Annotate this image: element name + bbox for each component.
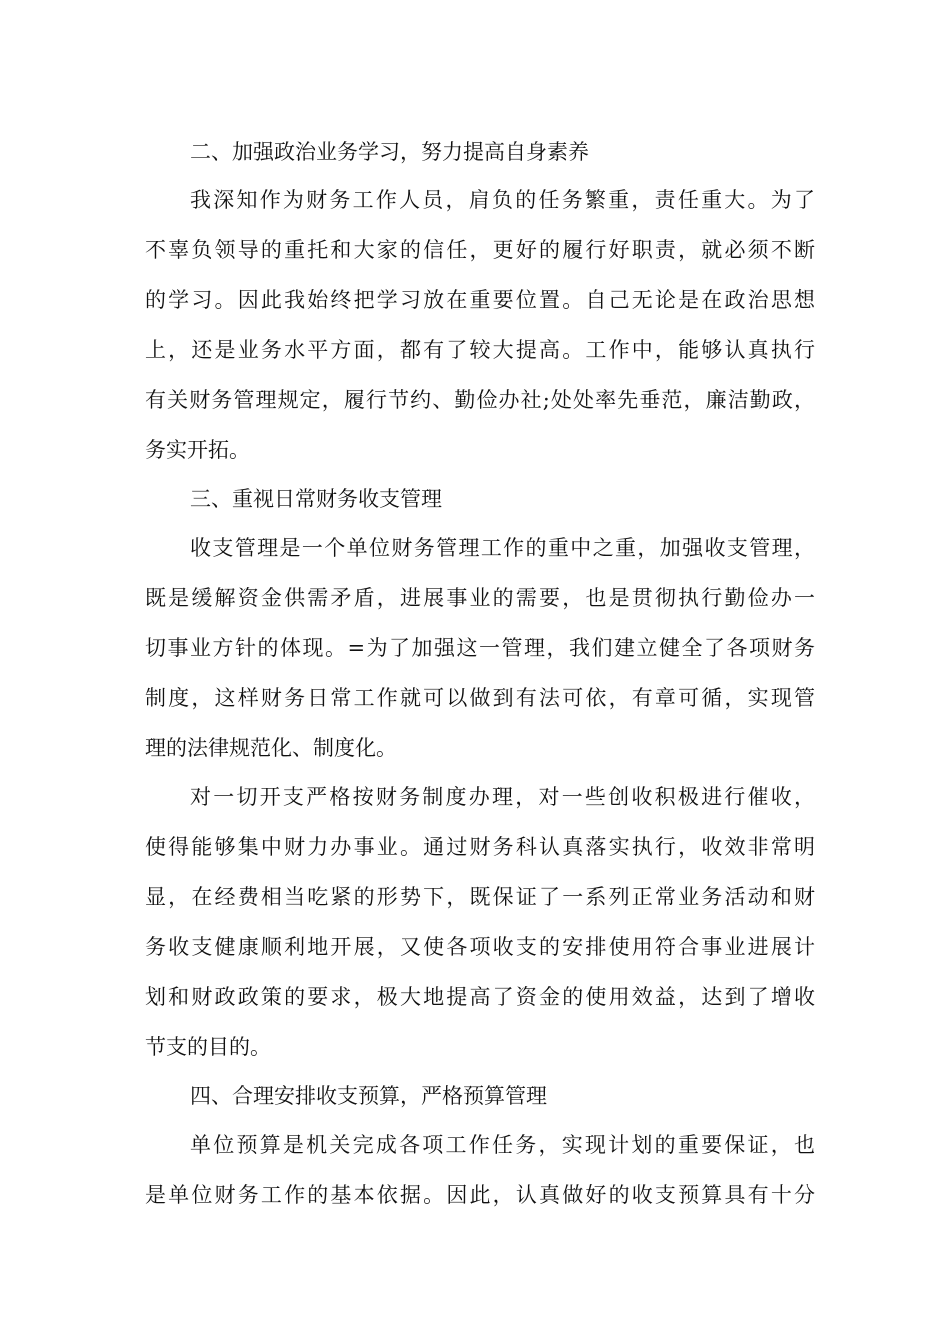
paragraph-line: 务实开拓。: [145, 438, 250, 462]
paragraph-line: 上，还是业务水平方面，都有了较大提高。工作中，能够认真执行: [145, 338, 815, 362]
paragraph-line: 是单位财务工作的基本依据。因此，认真做好的收支预算具有十分: [145, 1183, 815, 1207]
section-heading: 二、加强政治业务学习，努力提高自身素养: [190, 140, 589, 164]
paragraph-line: 的学习。因此我始终把学习放在重要位置。自己无论是在政治思想: [145, 288, 815, 312]
paragraph-line: 不辜负领导的重托和大家的信任，更好的履行好职责，就必须不断: [145, 238, 815, 262]
paragraph-line: 划和财政政策的要求，极大地提高了资金的使用效益，达到了增收: [145, 985, 815, 1009]
paragraph-line: 收支管理是一个单位财务管理工作的重中之重，加强收支管理，: [190, 536, 815, 560]
paragraph-line: 单位预算是机关完成各项工作任务，实现计划的重要保证，也: [190, 1133, 815, 1157]
paragraph-line: 我深知作为财务工作人员，肩负的任务繁重，责任重大。为了: [190, 188, 815, 212]
paragraph-line: 使得能够集中财力办事业。通过财务科认真落实执行，收效非常明: [145, 835, 815, 859]
paragraph-line: 理的法律规范化、制度化。: [145, 736, 397, 760]
paragraph-line: 显，在经费相当吃紧的形势下，既保证了一系列正常业务活动和财: [145, 885, 815, 909]
paragraph-line: 制度，这样财务日常工作就可以做到有法可依，有章可循，实现管: [145, 686, 815, 710]
paragraph-line: 节支的目的。: [145, 1035, 271, 1059]
paragraph-line: 务收支健康顺利地开展，又使各项收支的安排使用符合事业进展计: [145, 935, 815, 959]
paragraph-line: 有关财务管理规定，履行节约、勤俭办社;处处率先垂范，廉洁勤政，: [145, 388, 815, 412]
section-heading: 四、合理安排收支预算，严格预算管理: [190, 1084, 547, 1108]
section-heading: 三、重视日常财务收支管理: [190, 487, 442, 511]
paragraph-line: 既是缓解资金供需矛盾，进展事业的需要，也是贯彻执行勤俭办一: [145, 586, 815, 610]
paragraph-line: 切事业方针的体现。=为了加强这一管理，我们建立健全了各项财务: [145, 636, 815, 660]
paragraph-line: 对一切开支严格按财务制度办理，对一些创收积极进行催收，: [190, 785, 815, 809]
